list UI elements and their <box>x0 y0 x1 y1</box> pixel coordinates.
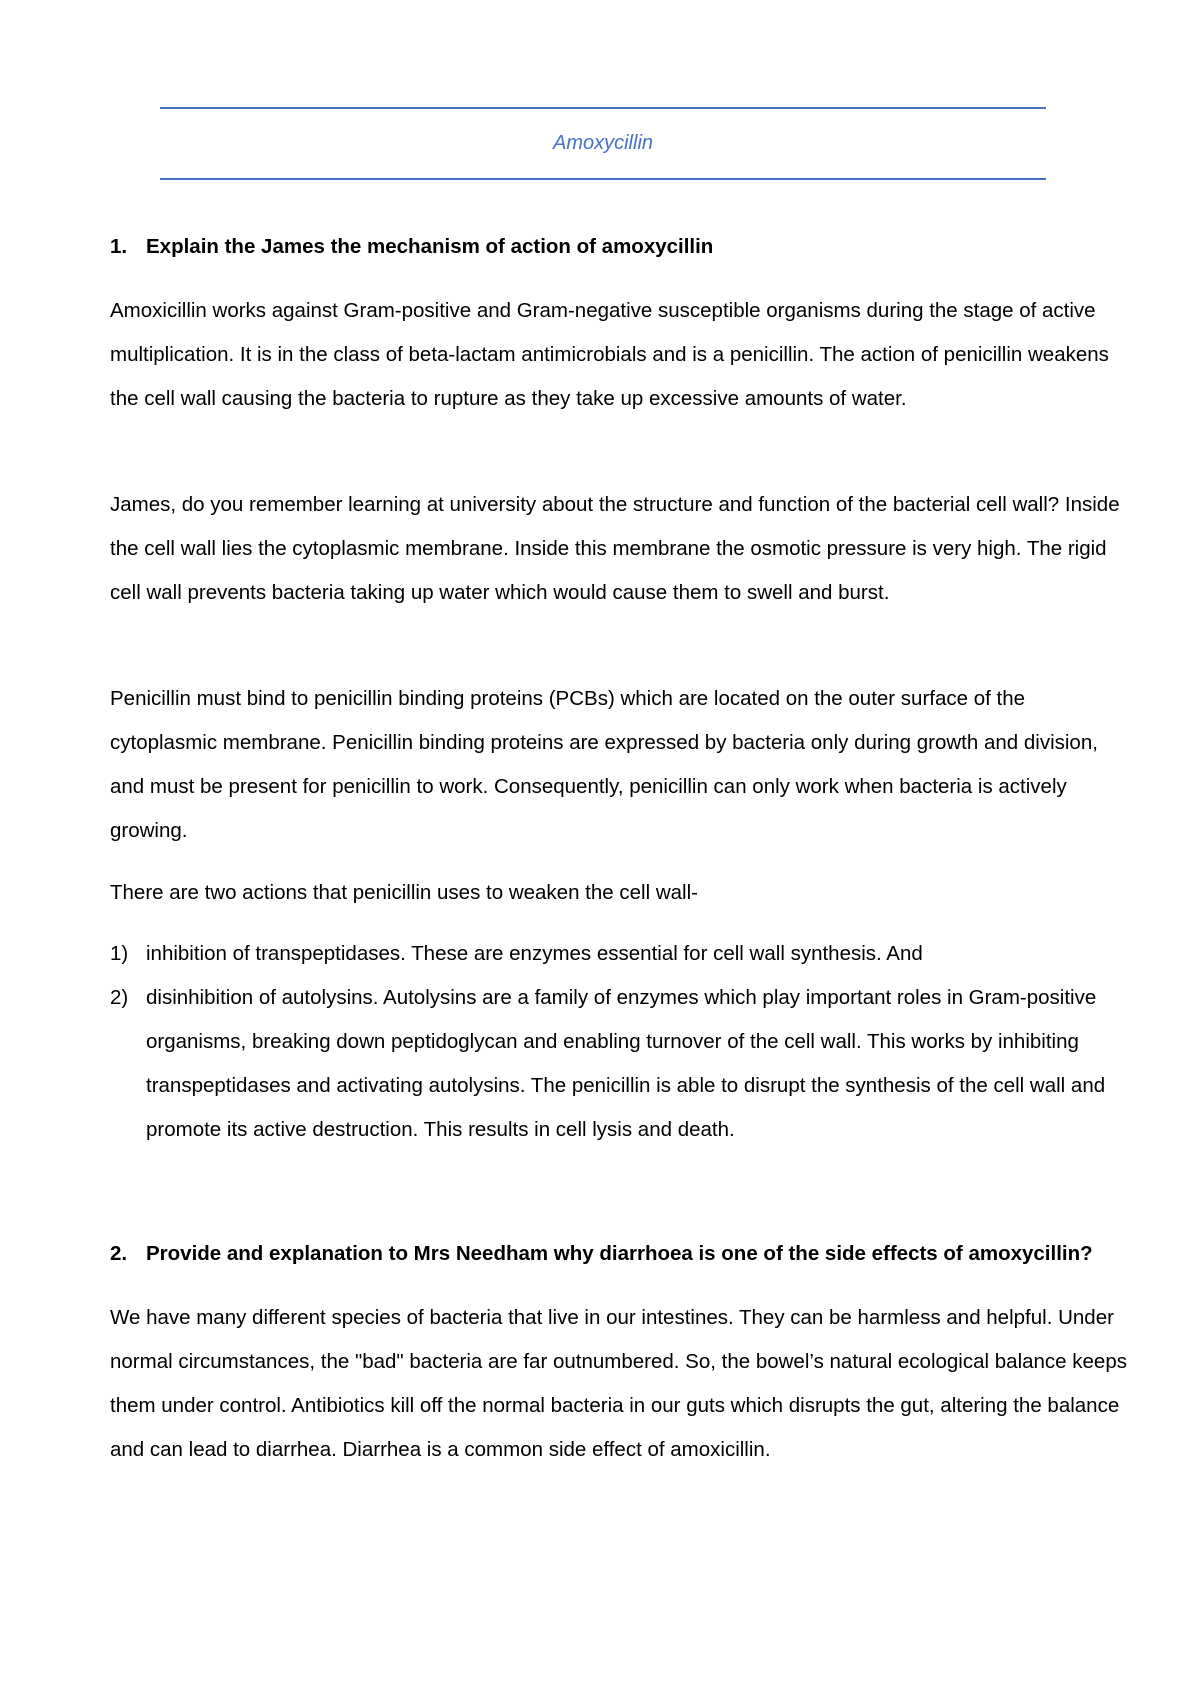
list-item <box>110 932 1130 976</box>
section-1-number: 1. <box>110 235 128 258</box>
section-1-paragraph-4: There are two actions that penicillin uses to weaken the cell wall- <box>110 881 698 904</box>
list-marker: 2) <box>110 986 129 1009</box>
section-1-heading-text: Explain the James the mechanism of action of amoxycillin <box>146 235 714 258</box>
section-2-paragraph-1: We have many different species of bacteria that live in our intestines. They can be harmless and helpful. Under normal circumstances, the "bad" bacteria are far outnumbered. So, the bowel’s natural ecological balance keeps them under control. Antibiotics kill off the normal bacteria in our guts which disrupts the gut, altering the balance and can lead to diarrhea. Diarrhea is a common side effect of amoxicillin. <box>110 1306 1127 1461</box>
list-marker: 1) <box>110 942 129 965</box>
section-2-number: 2. <box>110 1242 128 1265</box>
list-item-text: disinhibition of autolysins. Autolysins are a family of enzymes which play important roles in Gram-positive organisms, breaking down peptidoglycan and enabling turnover of the cell wall. This works by inhibiting transpeptidases and activating autolysins. The penicillin is able to disrupt the synthesis of the cell wall and promote its active destruction. This results in cell lysis and death. <box>146 986 1106 1141</box>
section-1-paragraph-1: Amoxicillin works against Gram-positive and Gram-negative susceptible organisms during the stage of active multiplication. It is in the class of beta-lactam antimicrobials and is a penicillin. The action of penicillin weakens the cell wall causing the bacteria to rupture as they take up excessive amounts of water. <box>110 299 1109 410</box>
list-item <box>110 976 1130 1152</box>
list-item-text: inhibition of transpeptidases. These are enzymes essential for cell wall synthesis. And <box>146 942 923 965</box>
section-1-heading <box>110 234 1130 260</box>
document-title: Amoxycillin <box>552 132 654 154</box>
section-2-heading-text: Provide and explanation to Mrs Needham why diarrhoea is one of the side effects of amoxycillin? <box>146 1242 1093 1265</box>
section-1-paragraph-3: Penicillin must bind to penicillin binding proteins (PCBs) which are located on the outer surface of the cytoplasmic membrane. Penicillin binding proteins are expressed by bacteria only during growth and division, and must be present for penicillin to work. Consequently, penicillin can only work when bacteria is actively growing. <box>110 687 1098 842</box>
title-rule-top <box>160 107 1046 109</box>
title-rule-bottom <box>160 178 1046 180</box>
section-2-heading <box>110 1241 1130 1267</box>
section-1-paragraph-2: James, do you remember learning at university about the structure and function of the bacterial cell wall? Inside the cell wall lies the cytoplasmic membrane. Inside this membrane the osmotic pressure is very high. The rigid cell wall prevents bacteria taking up water which would cause them to swell and burst. <box>110 493 1120 604</box>
